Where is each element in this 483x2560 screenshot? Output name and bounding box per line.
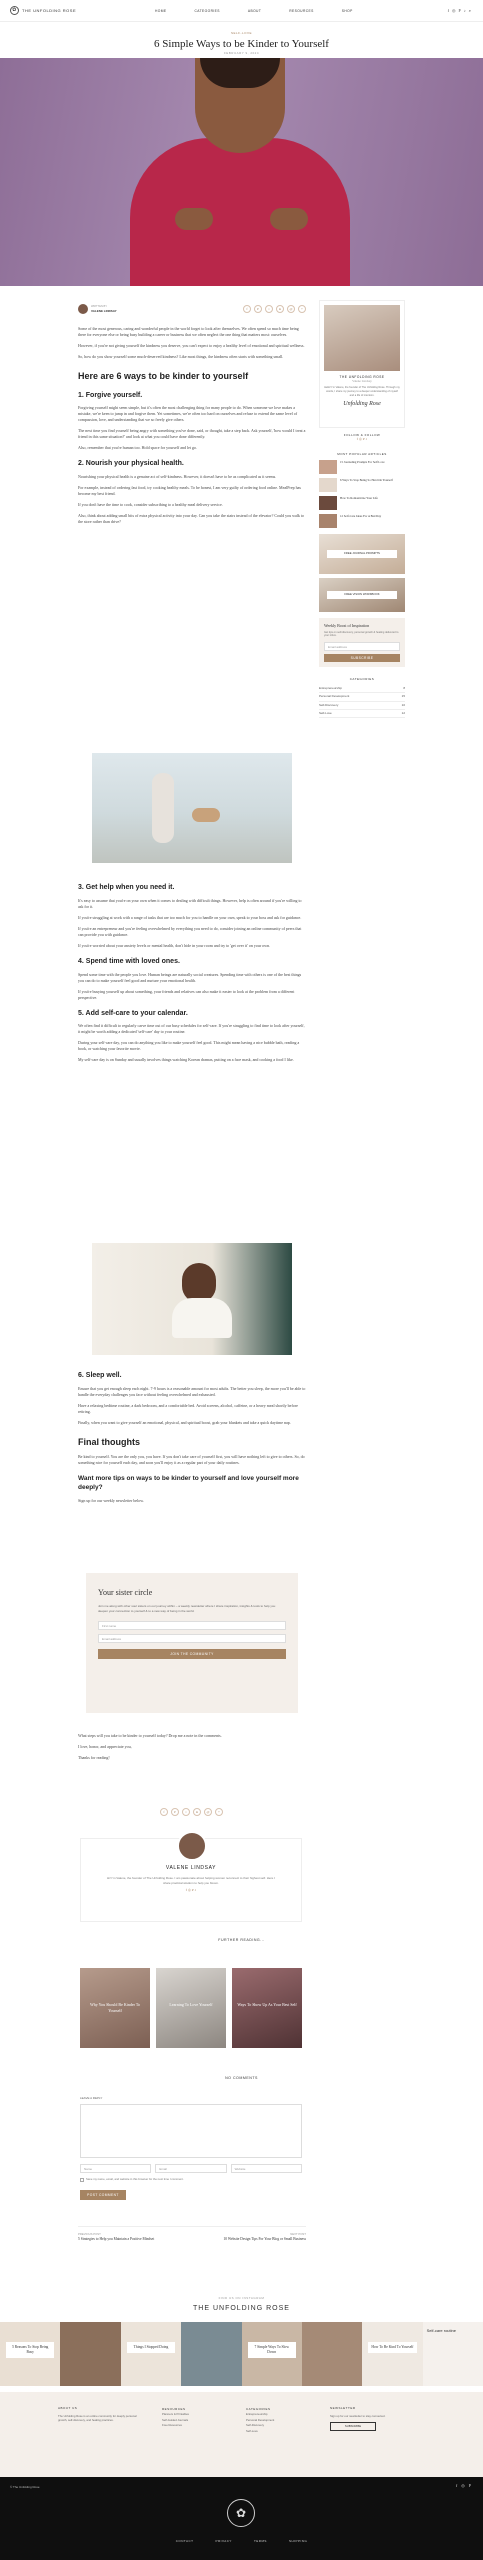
linkedin-share-icon[interactable]: in [276,305,284,313]
author-row: WRITTEN BY VALENE LINDSAY f P t in @ + [78,302,306,316]
rose-logo-icon: ✿ [10,6,19,15]
linkedin-share-icon[interactable]: in [193,1808,201,1816]
tiktok-icon[interactable]: ♪ [463,8,466,13]
main-heading: Here are 6 ways to be kinder to yourself [78,371,249,381]
sidebar-newsletter: Weekly Boost of Inspiration Get tips on self-discovery, personal growth & healing delivered to your inbox. Email address SUBSCRIBE [319,618,405,667]
nav-about[interactable]: ABOUT [247,9,262,13]
site-logo[interactable]: ✿ THE UNFOLDING ROSE [10,6,76,15]
pinterest-icon[interactable]: P [468,2483,471,2488]
sidebar-subscribe-button[interactable]: SUBSCRIBE [324,654,400,662]
popular-item[interactable]: 15 Journaling Prompts For Self Love [319,460,405,474]
nav-shop[interactable]: SHOP [341,9,353,13]
save-info-checkbox[interactable] [80,2178,84,2182]
footer-link[interactable]: Self-Discovery [246,2423,265,2428]
nav-resources[interactable]: RESOURCES [289,9,314,13]
email-share-icon[interactable]: @ [287,305,295,313]
hero-image [0,58,483,286]
author-bio: VALENE LINDSAY Hi! I'm Valene, the founder of The Unfolding Rose. I am passionate about helping women reconnect to their highest self. Here I share practical wisdom to help you bloom. f ◎ P ♪ [80,1838,302,1922]
footer-links: CONTACT PRIVACY TERMS SHIPPING [175,2539,308,2543]
header-social [448,8,471,14]
comment-fields [80,2164,302,2173]
footer-link[interactable]: Planners & Printables [162,2412,189,2416]
bio-avatar [177,1831,207,1861]
instagram-logo: THE UNFOLDING ROSE [193,2305,290,2312]
footer-link[interactable]: Free Resources [162,2423,182,2428]
instagram-tile[interactable]: 7 Simple Ways To Slow Down [242,2322,302,2386]
sidebar: THE UNFOLDING ROSE Valene Lindsay Hello! I'm Valene, the founder of The Unfolding Rose. Through my words, I share my journey to a deeper understanding of myself and a life of intention. Unfolding Rose FOLLOW & FOLLOW f ◎ P ♪ MOST POPULAR ARTICLES 15 Journaling Prompts For Self Love 6 Ways To Stop Being So Hard On Yourself How To Romanticize Your Life 12 Self-Care Ideas For A Bad Day FREE JOURNAL PROMPTS FREE VISION WORKBOOK Weekly Boost of Inspiration Get tips on self-discovery, personal growth & healing delivered to your inbox. Email address SUBSCRIBE CATEGORIES Entrepreneurship 8 Personal Development 15 Self-Discovery 10 Self-Love 12 [319,300,405,718]
instagram-tile[interactable] [60,2322,120,2386]
instagram-icon[interactable]: ◎ [452,8,456,13]
footer-link[interactable]: Self-Guided Journals [162,2417,189,2422]
facebook-share-icon[interactable]: f [243,305,251,313]
twitter-share-icon[interactable]: t [265,305,273,313]
pinterest-share-icon[interactable]: P [171,1808,179,1816]
post-category[interactable]: SELF-LOVE [230,31,252,35]
sidebar-categories [319,685,405,718]
bottom-share [160,1808,223,1816]
footer-rose-logo-icon: ✿ [227,2499,255,2527]
facebook-icon[interactable]: f [455,2483,458,2488]
sidebar-card-workbook[interactable]: FREE VISION WORKBOOK [319,578,405,612]
instagram-tile[interactable] [181,2322,241,2386]
further-card-2[interactable]: Learning To Love Yourself [156,1968,226,2048]
instagram-tile[interactable]: Self-care routine [423,2322,483,2386]
footer-social [456,2483,471,2489]
search-icon[interactable]: ⌕ [468,8,471,13]
post-navigation [78,2226,306,2242]
comment-textarea[interactable] [80,2104,302,2158]
newsletter-email-input[interactable]: Email address [98,1634,286,1643]
footer-link[interactable]: Self-Love [246,2428,258,2433]
article-body: Some of the most generous, caring and wonderful people in the world forget to look after themselves. We often spend so much time being there for everyone else or being busy building a career or business that we often neglect the one thing that matters most: ourselves. However, if you're not giving yourself the kindness you deserve, you can't expect to enjoy a healthy level of emotional and spiritual wellness. So, how do you show yourself some much-deserved kindness? Like most things, the kindness often starts with something small. Here are 6 ways to be kinder to yourself 1. Forgive yourself. Forgiving yourself might seem simple, but it's often the most challenging thing for many people to do. When someone we love makes a mistake, we're keen to jump in and forgive them. Yet sometimes, we're often too hard on ourselves and refuse to extend the same level of compassion, love, and understanding that we so freely give others. The next time you find yourself being angry with something you've done, said, or thought, take a step back. Ask yourself, 'how would I treat a friend in this same situation?' and look at what you could have done differently. Also, remember that you're human too. Hold space for yourself and let go. 2. Nourish your physical health. Nourishing your physical health is a genuine act of self-kindness. However, it doesn't have to be as complicated as it seems. For example, instead of ordering fast food, try cooking healthy meals. To be honest, I am very guilty of ordering food online. MealPrep has become my best friend. If you don't have the time to cook, consider subscribing to a healthy meal delivery service. Also, think about adding small bits of extra physical activity into your day. Can you take the stairs instead of the elevator? Could you walk to the store rather than drive? [78,326,306,525]
further-card-3[interactable]: Ways To Show Up As Your Best Self [232,1968,302,2048]
sidebar-photo [324,305,400,371]
bio-social-icons[interactable]: f ◎ P ♪ [185,1888,197,1892]
popular-item[interactable]: 6 Ways To Stop Being So Hard On Yourself [319,478,405,492]
site-footer: © The Unfolding Rose f ◎ P ✿ CONTACT PRIVACY TERMS SHIPPING [0,2477,483,2560]
article-body-3: 6. Sleep well. Ensure that you get enough sleep each night. 7-9 hours is a reasonable amount for most adults. The better you sleep, the more you'll be able to handle the everyday challenges you face without feeling overwhelmed and exhausted. Have a relaxing bedtime routine, a dark bedroom, and a comfortable bed. Avoid screens, alcohol, caffeine, or a heavy meal shortly before retiring. Finally, when you want to give yourself an emotional, physical, and spiritual boost, grab your blankets and take a quick daytime nap. Final thoughts Be kind to yourself. You are the only you, you have. If you don't take care of yourself first, you will have nothing left to give to others. So, do something nice for yourself each day, and soon you'll enjoy it as a regular part of your daily routines. Want more tips on ways to be kinder to yourself and love yourself more deeply? Sign up for our weekly newsletter below. [78,1372,306,1503]
comment-name-input[interactable]: Name [80,2164,151,2173]
newsletter-box: Your sister circle Join me along with other soul sisters on our journey within – a weekly newsletter where I share inspiration, insights & tools to help you deepen your connection to yourself & to a new way of being in the world. First name Email address JOIN THE COMMUNITY [86,1573,298,1713]
footer-subscribe-button[interactable]: SUBSCRIBE [330,2422,376,2431]
post-date: FEBRUARY 9, 2024 [223,51,260,55]
sidebar-social-icons[interactable]: f ◎ P ♪ [356,437,368,442]
share-buttons [243,305,306,313]
footer-columns: ABOUT US The Unfolding Rose is an online community for deeply personal growth, self-discovery, and healing practices. RESOURCES Planners & Printables Self-Guided Journals Free Resources CATEGORIES Entrepreneurship Personal Development Self-Discovery Self-Love NEWSLETTER Sign up for our newsletter to stay connected. SUBSCRIBE [0,2392,483,2477]
facebook-icon[interactable]: f [447,8,450,13]
sidebar-about: THE UNFOLDING ROSE Valene Lindsay Hello! I'm Valene, the founder of The Unfolding Rose. Through my words, I share my journey to a deeper understanding of myself and a life of intention. Unfolding Rose [319,300,405,428]
post-comment-button[interactable]: POST COMMENT [80,2190,126,2200]
more-share-icon[interactable]: + [215,1808,223,1816]
instagram-icon[interactable]: ◎ [461,2483,465,2488]
category-link[interactable]: Self-Love 12 [319,710,405,718]
instagram-tile[interactable]: 5 Reasons To Stop Being Busy [0,2322,60,2386]
comment-email-input[interactable]: Email [155,2164,226,2173]
instagram-tile[interactable]: Things I Stopped Doing [121,2322,181,2386]
sidebar-email-input[interactable]: Email address [324,642,400,651]
newsletter-name-input[interactable]: First name [98,1621,286,1630]
pinterest-icon[interactable]: P [458,8,461,13]
twitter-share-icon[interactable]: t [182,1808,190,1816]
more-share-icon[interactable]: + [298,305,306,313]
instagram-tile[interactable] [302,2322,362,2386]
footer-link[interactable]: Personal Development [246,2417,275,2422]
popular-item[interactable]: 12 Self-Care Ideas For A Bad Day [319,514,405,528]
instagram-tile[interactable]: How To Be Kind To Yourself [362,2322,422,2386]
sidebar-card-prompts[interactable]: FREE JOURNAL PROMPTS [319,534,405,574]
site-header [0,0,483,22]
author-avatar [78,304,88,314]
comment-website-input[interactable]: Website [231,2164,302,2173]
hero-hand-left [175,208,213,230]
pinterest-share-icon[interactable]: P [254,305,262,313]
category-link[interactable]: Self-Discovery 10 [319,702,405,710]
nav-categories[interactable]: CATEGORIES [194,9,220,13]
category-link[interactable]: Personal Development 15 [319,693,405,701]
author-name[interactable]: VALENE LINDSAY [91,308,117,313]
article-body-2: 3. Get help when you need it. It's easy to assume that you're on your own when it comes to dealing with difficult things. However, help is often around if you're willing to ask for it. If you're struggling at work with a range of tasks that are too much for you to handle on your own, speak to your boss and ask for guidance. If you're an entrepreneur and you're feeling overwhelmed by everything you need to do, consider joining an online community of peers that can provide you with guidance. If you're worried about your anxiety levels or mental health, don't hide in your room and try to 'get over it' on your own. 4. Spend time with loved ones. Spend some time with the people you love. Human beings are naturally social creatures. Spending time with others is one of the best things you can do to make yourself feel good and nurture your emotional health. If you're busying yourself up about something, your friends and relatives can also make it easier to look at the problem from a different perspective. 5. Add self-care to your calendar. We often find it difficult to regularly carve time out of our busy schedules for self-care. If you're struggling to find time to look after yourself, it might be worth adding a dedicated 'self-care' day to your routine. During your self-care day, you can do anything you like to make yourself feel good. This might mean having a nice bubble bath, reading a book, or watching your favorite movie. My self-care day is on Sunday and usually involves things watching Korean dramas, putting on a face mask, and cooking a food I like. [78,884,305,1063]
hero-hand-right [270,208,308,230]
category-link[interactable]: Entrepreneurship 8 [319,685,405,693]
post-title: 6 Simple Ways to be Kinder to Yourself [154,38,329,50]
selfcare-photo [92,1243,292,1355]
footer-link[interactable]: Entrepreneurship [246,2412,268,2416]
further-card-1[interactable]: Why You Should Be Kinder To Yourself [80,1968,150,2048]
running-photo [92,753,292,863]
email-share-icon[interactable]: @ [204,1808,212,1816]
hero-sweater [130,138,350,286]
popular-item[interactable]: How To Romanticize Your Life [319,496,405,510]
next-post[interactable]: NEXT POST 10 Website Design Tips For Your Blog or Small Business [223,2232,306,2241]
join-button[interactable]: JOIN THE COMMUNITY [98,1649,286,1659]
prev-post[interactable]: PREVIOUS POST 5 Strategies to Help you Maintain a Positive Mindset [78,2232,155,2241]
facebook-share-icon[interactable]: f [160,1808,168,1816]
nav-home[interactable]: HOME [155,9,167,13]
main-nav [155,9,353,14]
instagram-feed [0,2322,483,2386]
article-outro: What steps will you take to be kinder to yourself today? Drop me a note in the comments. I love, honor, and appreciate you, Thanks for reading! [78,1733,222,1760]
